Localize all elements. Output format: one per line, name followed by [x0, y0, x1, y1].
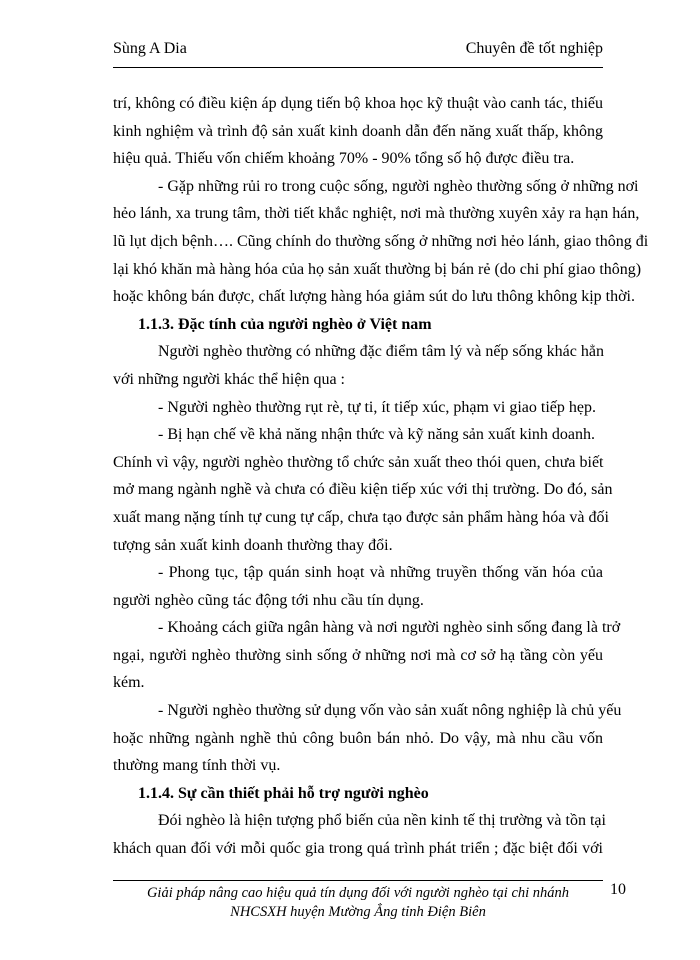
- text-line: mở mang ngành nghề và chưa có điều kiện tiếp xúc với thị trường. Do đó, sản: [113, 481, 613, 499]
- page-header: [113, 38, 603, 68]
- footer-title-line-2: NHCSXH huyện Mường Ẳng tỉnh Điện Biên: [230, 904, 486, 920]
- text-line: - Gặp những rủi ro trong cuộc sống, người nghèo thường sống ở những nơi: [158, 177, 639, 195]
- header-author: Sùng A Dia: [113, 40, 187, 57]
- text-line: tượng sản xuất kinh doanh thường thay đổi.: [113, 536, 393, 554]
- page-footer: [113, 884, 603, 922]
- text-line: người nghèo cũng tác động tới nhu cầu tín dụng.: [113, 591, 424, 609]
- text-line: hoặc không bán được, chất lượng hàng hóa giảm sút do lưu thông không kịp thời.: [113, 288, 635, 306]
- text-line: xuất mang nặng tính tự cung tự cấp, chưa tạo được sản phẩm hàng hóa và đối: [113, 508, 609, 526]
- header-rule: [113, 67, 603, 68]
- text-line: - Người nghèo thường rụt rè, tự ti, ít tiếp xúc, phạm vi giao tiếp hẹp.: [158, 398, 596, 416]
- text-line: với những người khác thể hiện qua :: [113, 370, 345, 388]
- footer-rule: [113, 880, 603, 881]
- section-heading: 1.1.4. Sự cần thiết phải hỗ trợ người nghèo: [138, 784, 429, 802]
- text-line: kém.: [113, 674, 145, 692]
- text-line: hoặc những ngành nghề thủ công buôn bán nhỏ. Do vậy, mà nhu cầu vốn: [113, 729, 603, 747]
- text-line: kinh nghiệm và trình độ sản xuất kinh doanh dẫn đến năng xuất thấp, không: [113, 122, 603, 140]
- section-heading: 1.1.3. Đặc tính của người nghèo ở Việt nam: [138, 315, 432, 333]
- page-number: 10: [610, 881, 626, 898]
- text-line: ngại, người nghèo thường sinh sống ở những nơi mà cơ sở hạ tầng còn yếu: [113, 646, 603, 664]
- text-line: trí, không có điều kiện áp dụng tiến bộ khoa học kỹ thuật vào canh tác, thiếu: [113, 95, 603, 112]
- text-line: Người nghèo thường có những đặc điểm tâm lý và nếp sống khác hẳn: [158, 343, 604, 361]
- footer-title-line-1: Giải pháp nâng cao hiệu quả tín dụng đối với người nghèo tại chi nhánh: [146, 885, 570, 901]
- text-line: thường mang tính thời vụ.: [113, 757, 281, 775]
- text-line: - Bị hạn chế về khả năng nhận thức và kỹ năng sản xuất kinh doanh.: [158, 426, 595, 444]
- text-line: hiệu quả. Thiếu vốn chiếm khoảng 70% - 90% tổng số hộ được điều tra.: [113, 150, 575, 168]
- text-line: - Phong tục, tập quán sinh hoạt và những truyền thống văn hóa của: [158, 564, 603, 582]
- text-line: hẻo lánh, xa trung tâm, thời tiết khắc nghiệt, nơi mà thường xuyên xảy ra hạn hán,: [113, 205, 640, 223]
- body-text: [113, 90, 649, 863]
- header-doc-type: Chuyên đề tốt nghiệp: [465, 40, 603, 57]
- text-line: Chính vì vậy, người nghèo thường tổ chức sản xuất theo thói quen, chưa biết: [113, 453, 604, 471]
- text-line: - Người nghèo thường sử dụng vốn vào sản xuất nông nghiệp là chủ yếu: [158, 702, 622, 720]
- text-line: khách quan đối với mỗi quốc gia trong quá trình phát triển ; đặc biệt đối với: [113, 840, 603, 858]
- text-line: lũ lụt dịch bệnh…. Cũng chính do thường sống ở những nơi hẻo lánh, giao thông đi: [113, 232, 649, 250]
- text-line: lại khó khăn mà hàng hóa của họ sản xuất thường bị bán rẻ (do chi phí giao thông): [113, 260, 642, 278]
- text-line: - Khoảng cách giữa ngân hàng và nơi người nghèo sinh sống đang là trở: [158, 619, 621, 637]
- text-line: Đói nghèo là hiện tượng phổ biến của nền kinh tế thị trường và tồn tại: [158, 812, 606, 830]
